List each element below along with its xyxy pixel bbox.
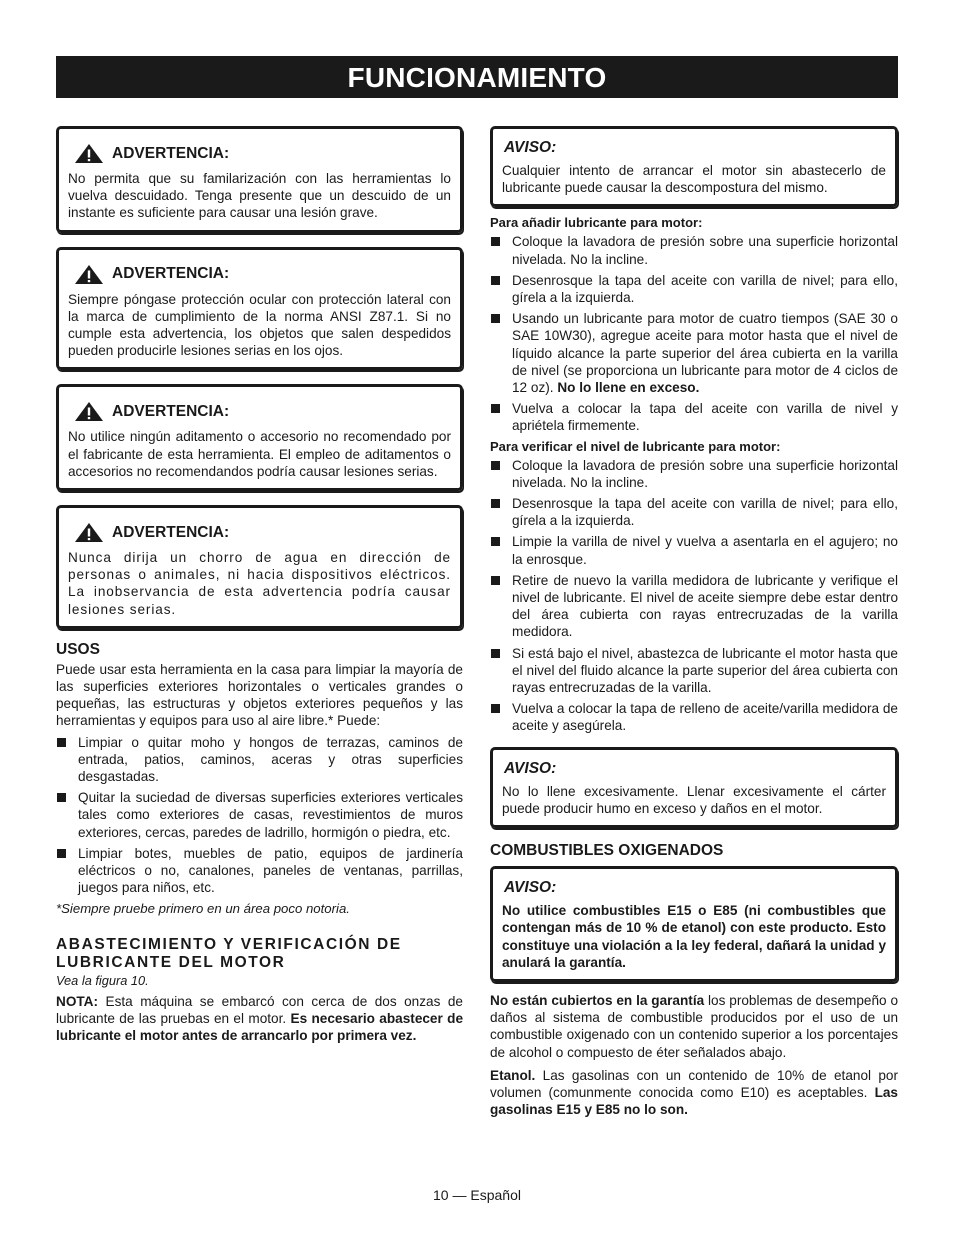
- left-column: [56, 126, 463, 1045]
- aviso-title: AVISO:: [504, 139, 557, 156]
- list-item: Usando un lubricante para motor de cuatro tiempos (SAE 30 o SAE 10W30), agregue aceite para motor hasta que el nivel de líquido alcance la parte superior del área cubierta en la varilla de nivel (se proporciona un lubricante para motor de 4 ciclos de 12 oz). No lo llene en exceso.: [490, 310, 898, 396]
- abastecimiento-note: NOTA: Esta máquina se embarcó con cerca de dos onzas de lubricante de las pruebas en el motor. Es necesario abastecer de lubricante el motor antes de arrancarlo por primera vez.: [56, 993, 463, 1044]
- list-item: Vuelva a colocar la tapa de relleno de aceite/varilla medidora de aceite y asegúrela.: [490, 700, 898, 734]
- warning-text: Siempre póngase protección ocular con protección lateral con la marca de cumplimiento de la norma ANSI Z87.1. Si no cumple esta advertencia, los objetos que salen despedidos pueden producirle lesiones serias en los ojos.: [68, 291, 451, 359]
- usos-note: *Siempre pruebe primero en un área poco notoria.: [56, 901, 350, 917]
- see-figure: Vea la figura 10.: [56, 972, 149, 988]
- warning-title: ADVERTENCIA:: [112, 144, 230, 162]
- aviso-box-3: [490, 866, 898, 982]
- combustibles-heading: COMBUSTIBLES OXIGENADOS: [490, 842, 724, 860]
- list-item: Limpiar o quitar moho y hongos de terrazas, caminos de entrada, patios, caminos, aceras y otras superficies desgastadas.: [56, 734, 463, 786]
- list-item: Si está bajo el nivel, abastezca de lubricante el motor hasta que el nivel del fluido alcance la parte superior del área cubierta con rayas entrecruzadas de la varilla.: [490, 645, 898, 697]
- abastecimiento-heading: ABASTECIMIENTO Y VERIFICACIÓN DE LUBRICANTE DEL MOTOR: [56, 935, 402, 971]
- aviso-title: AVISO:: [504, 879, 557, 897]
- list-item: Desenrosque la tapa del aceite con varilla de nivel; para ello, gírela a la izquierda.: [490, 495, 898, 529]
- warranty-paragraph: No están cubiertos en la garantía los problemas de desempeño o daños al sistema de combustible producidos por el uso de un combustible oxigenado con un contenido superior a los porcentajes de alcohol o compuesto de éter señalados abajo.: [490, 992, 898, 1060]
- aviso-text: No lo llene excesivamente. Llenar excesivamente el cárter puede producir humo en exceso y daños en el motor.: [502, 783, 886, 816]
- list-item: Coloque la lavadora de presión sobre una superficie horizontal nivelada. No la incline.: [490, 457, 898, 491]
- warning-text: Nunca dirija un chorro de agua en dirección de personas o animales, ni hacia dispositivos eléctricos. La inobservancia de esta advertencia podría causar lesiones serias.: [68, 550, 451, 617]
- warning-text: No utilice ningún aditamento o accesorio no recomendado por el fabricante de esta herramienta. El empleo de aditamentos o accesorios no recomendandos podría causar lesiones serias.: [68, 429, 451, 479]
- warning-triangle-icon: [74, 143, 104, 164]
- usos-list: [56, 734, 463, 897]
- usos-intro: Puede usar esta herramienta en la casa para limpiar la mayoría de las superficies exteriores horizontales o verticales grandes o pequeñas, las estructuras y objetos exteriores pequeños y las herramientas y equipos para uso al aire libre.* Puede:: [56, 661, 463, 729]
- page-title: FUNCIONAMIENTO: [56, 56, 898, 98]
- add-oil-heading: Para añadir lubricante para motor:: [490, 215, 703, 231]
- right-column: [490, 126, 898, 1118]
- check-oil-list: [490, 457, 898, 735]
- warning-text: No permita que su familarización con las herramientas lo vuelva descuidado. Tenga presente que un descuido de un instante es suficiente para causar una lesión grave.: [68, 171, 451, 221]
- aviso-text: Cualquier intento de arrancar el motor sin abastecerlo de lubricante puede causar la descompostura del mismo.: [502, 163, 886, 196]
- warning-title: ADVERTENCIA:: [112, 265, 230, 283]
- list-item: Quitar la suciedad de diversas superficies exteriores verticales tales como exteriores de casas, revestimientos de muros exteriores, cercas, paredes de ladrillo, hormigón o piedra, etc.: [56, 789, 463, 841]
- list-item: Limpiar botes, muebles de patio, equipos de jardinería eléctricos o no, canalones, paneles de ventanas, parrillas, juegos para niños, etc.: [56, 845, 463, 897]
- page-footer: 10 — Español: [433, 1187, 521, 1203]
- warning-title: ADVERTENCIA:: [112, 402, 230, 420]
- list-item: Coloque la lavadora de presión sobre una superficie horizontal nivelada. No la incline.: [490, 233, 898, 267]
- warning-triangle-icon: [74, 522, 104, 543]
- aviso-box-1: [490, 126, 898, 207]
- aviso-text: No utilice combustibles E15 o E85 (ni combustibles que contengan más de 10 % de etanol) con este producto. Esto constituye una violación a la ley federal, dañará la unidad y anulará la garantía.: [502, 903, 886, 970]
- aviso-title: AVISO:: [504, 759, 557, 777]
- list-item: Desenrosque la tapa del aceite con varilla de nivel; para ello, gírela a la izquierda.: [490, 272, 898, 306]
- warning-triangle-icon: [74, 264, 104, 285]
- ethanol-paragraph: Etanol. Las gasolinas con un contenido de 10% de etanol por volumen (comunmente conocida como E10) es aceptables. Las gasolinas E15 y E85 no lo son.: [490, 1067, 898, 1118]
- warning-box-1: [56, 126, 463, 233]
- warning-box-2: [56, 247, 463, 371]
- aviso-box-2: [490, 747, 898, 828]
- list-item: Retire de nuevo la varilla medidora de lubricante y verifique el nivel de lubricante. El nivel de aceite siempre debe estar dentro del área cubierta con rayas entrecruzadas de la varilla medidora.: [490, 572, 898, 641]
- list-item: Limpie la varilla de nivel y vuelva a asentarla en el agujero; no la enrosque.: [490, 533, 898, 567]
- warning-title: ADVERTENCIA:: [112, 523, 230, 541]
- usos-heading: USOS: [56, 640, 100, 658]
- list-item: Vuelva a colocar la tapa del aceite con varilla de nivel y apriétela firmemente.: [490, 400, 898, 434]
- check-oil-heading: Para verificar el nivel de lubricante para motor:: [490, 438, 781, 454]
- add-oil-list: [490, 233, 898, 434]
- warning-triangle-icon: [74, 401, 104, 422]
- warning-box-3: [56, 384, 463, 491]
- warning-box-4: [56, 505, 463, 629]
